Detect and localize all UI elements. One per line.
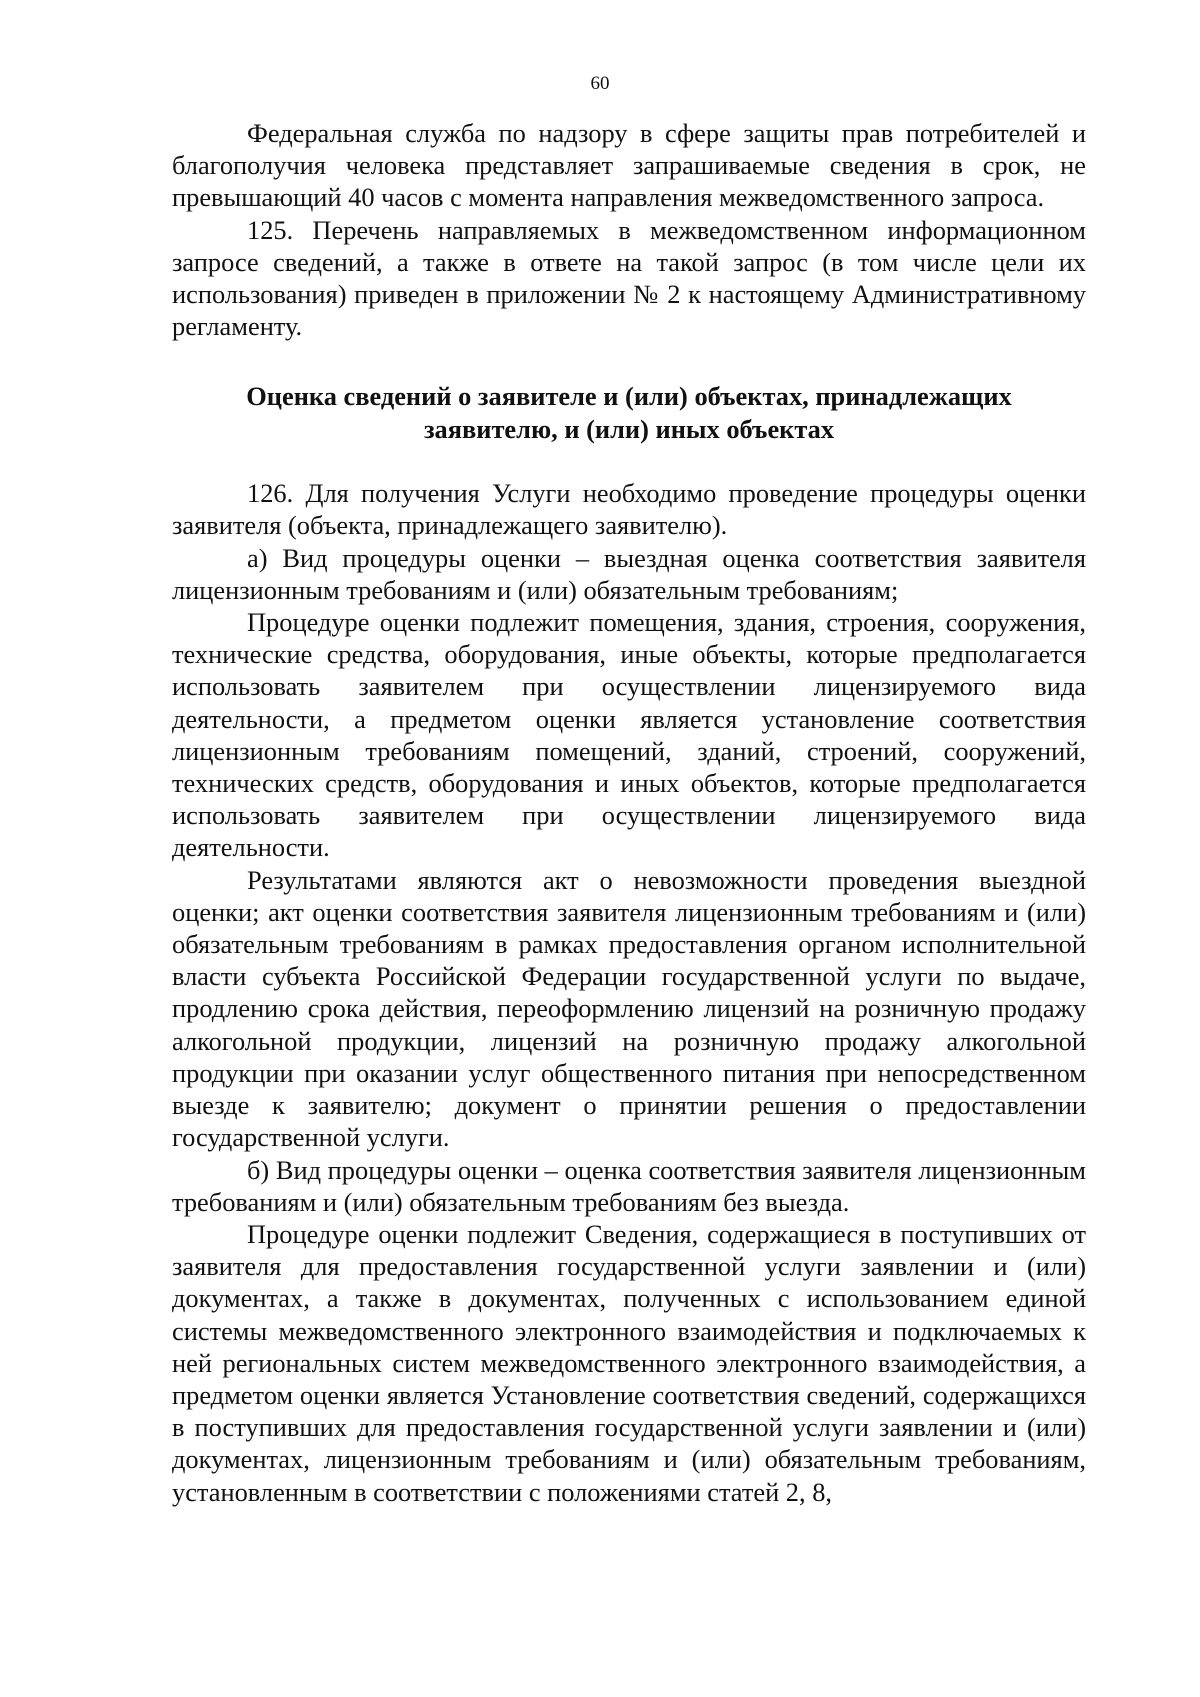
section-heading bbox=[172, 380, 1086, 445]
section-heading-line-2: заявителю, и (или) иных объектах bbox=[423, 413, 835, 444]
page-number: 60 bbox=[590, 73, 610, 94]
section-heading-line-1: Оценка сведений о заявителе и (или) объектах, принадлежащих bbox=[246, 381, 1012, 412]
paragraph-126-b-subject: Процедуре оценки подлежит Сведения, содержащиеся в поступивших от заявителя для предоставления государственной услуги заявлении и (или) документах, а также в документах, полученных с использованием единой системы межведомственного электронного взаимодействия и подключаемых к ней региональных систем межведомственного электронного взаимодействия, а предметом оценки является Установление соответствия сведений, содержащихся в поступивших для предоставления государственной услуги заявлении и (или) документах, лицензионным требованиям и (или) обязательным требованиям, установленным в соответствии с положениями статей 2, 8, bbox=[172, 1218, 1086, 1507]
paragraph-rospotrebnadzor-deadline: Федеральная служба по надзору в сфере защиты прав потребителей и благополучия человека представляет запрашиваемые сведения в срок, не превышающий 40 часов с момента направления межведомственного запроса. bbox=[172, 118, 1086, 213]
paragraph-126: 126. Для получения Услуги необходимо проведение процедуры оценки заявителя (объекта, принадлежащего заявителю). bbox=[172, 478, 1086, 541]
paragraph-126-a: а) Вид процедуры оценки – выездная оценка соответствия заявителя лицензионным требованиям и (или) обязательным требованиям; bbox=[172, 542, 1086, 605]
paragraph-126-b: б) Вид процедуры оценки – оценка соответствия заявителя лицензионным требованиям и (или) обязательным требованиям без выезда. bbox=[172, 1154, 1086, 1217]
paragraph-125: 125. Перечень направляемых в межведомственном информационном запросе сведений, а также в ответе на такой запрос (в том числе цели их использования) приведен в приложении № 2 к настоящему Административному регламенту. bbox=[172, 214, 1086, 342]
document-body bbox=[172, 117, 1086, 1508]
paragraph-126-a-subject: Процедуре оценки подлежит помещения, здания, строения, сооружения, технические средства, оборудования, иные объекты, которые предполагается использовать заявителем при осуществлении лицензируемого вида деятельности, а предметом оценки является установление соответствия лицензионным требованиям помещений, зданий, строений, сооружений, технических средств, оборудования и иных объектов, которые предполагается использовать заявителем при осуществлении лицензируемого вида деятельности. bbox=[172, 607, 1086, 863]
paragraph-126-a-results: Результатами являются акт о невозможности проведения выездной оценки; акт оценки соответствия заявителя лицензионным требованиям и (или) обязательным требованиям в рамках предоставления органом исполнительной власти субъекта Российской Федерации государственной услуги по выдаче, продлению срока действия, переоформлению лицензий на розничную продажу алкогольной продукции, лицензий на розничную продажу алкогольной продукции при оказании услуг общественного питания при непосредственном выезде к заявителю; документ о принятии решения о предоставлении государственной услуги. bbox=[172, 864, 1086, 1153]
